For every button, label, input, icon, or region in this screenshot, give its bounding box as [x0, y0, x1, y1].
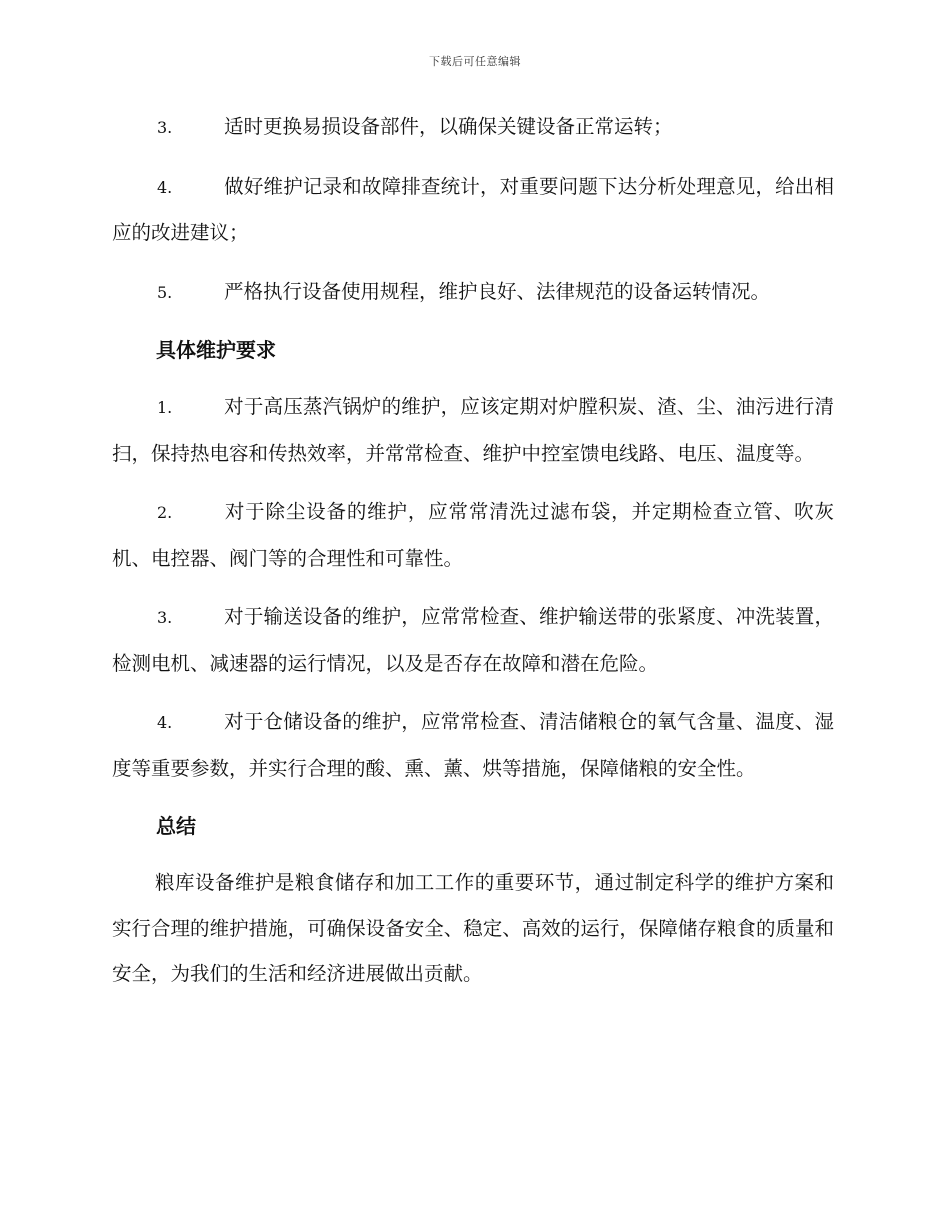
- summary-paragraph: 粮库设备维护是粮食储存和加工工作的重要环节，通过制定科学的维护方案和实行合理的维护措施，可确保设备安全、稳定、高效的运行，保障储存粮食的质量和安全，为我们的生活和经济进展做出贡献。: [112, 871, 834, 985]
- list-number: 3.: [157, 608, 173, 627]
- list-number: 4.: [157, 177, 173, 197]
- document-body: [112, 104, 834, 1010]
- list-item: [112, 489, 834, 581]
- list-item: [112, 594, 834, 686]
- list-text: 对于仓储设备的维护，应常常检查、清洁储粮仓的氧气含量、温度、湿度等重要参数，并实行合理的酸、熏、薰、烘等措施，保障储粮的安全性。: [112, 710, 834, 780]
- list-text: 对于输送设备的维护，应常常检查、维护输送带的张紧度、冲洗装置，检测电机、减速器的运行情况，以及是否存在故障和潜在危险。: [112, 605, 834, 675]
- list-item: [112, 104, 834, 151]
- list-item: [112, 699, 834, 791]
- list-item: [112, 164, 834, 256]
- section-heading-summary: 总结: [156, 814, 196, 838]
- list-text: 适时更换易损设备部件，以确保关键设备正常运转；: [224, 115, 673, 138]
- list-text: 对于除尘设备的维护，应常常清洗过滤布袋，并定期检查立管、吹灰机、电控器、阀门等的合理性和可靠性。: [112, 500, 834, 570]
- list-text: 做好维护记录和故障排查统计，对重要问题下达分析处理意见，给出相应的改进建议；: [112, 174, 834, 244]
- section-heading-maintenance: 具体维护要求: [156, 338, 276, 362]
- page-header: 下载后可任意编辑: [429, 55, 521, 68]
- list-item: [112, 269, 834, 316]
- list-text: 对于高压蒸汽锅炉的维护，应该定期对炉膛积炭、渣、尘、油污进行清扫，保持热电容和传热效率，并常常检查、维护中控室馈电线路、电压、温度等。: [112, 395, 834, 465]
- list-number: 5.: [157, 282, 173, 302]
- list-number: 4.: [157, 713, 173, 732]
- list-number: 1.: [157, 398, 173, 417]
- list-item: [112, 384, 834, 476]
- list-text: 严格执行设备使用规程，维护良好、法律规范的设备运转情况。: [224, 279, 771, 303]
- list-number: 3.: [157, 118, 173, 137]
- list-number: 2.: [157, 503, 173, 522]
